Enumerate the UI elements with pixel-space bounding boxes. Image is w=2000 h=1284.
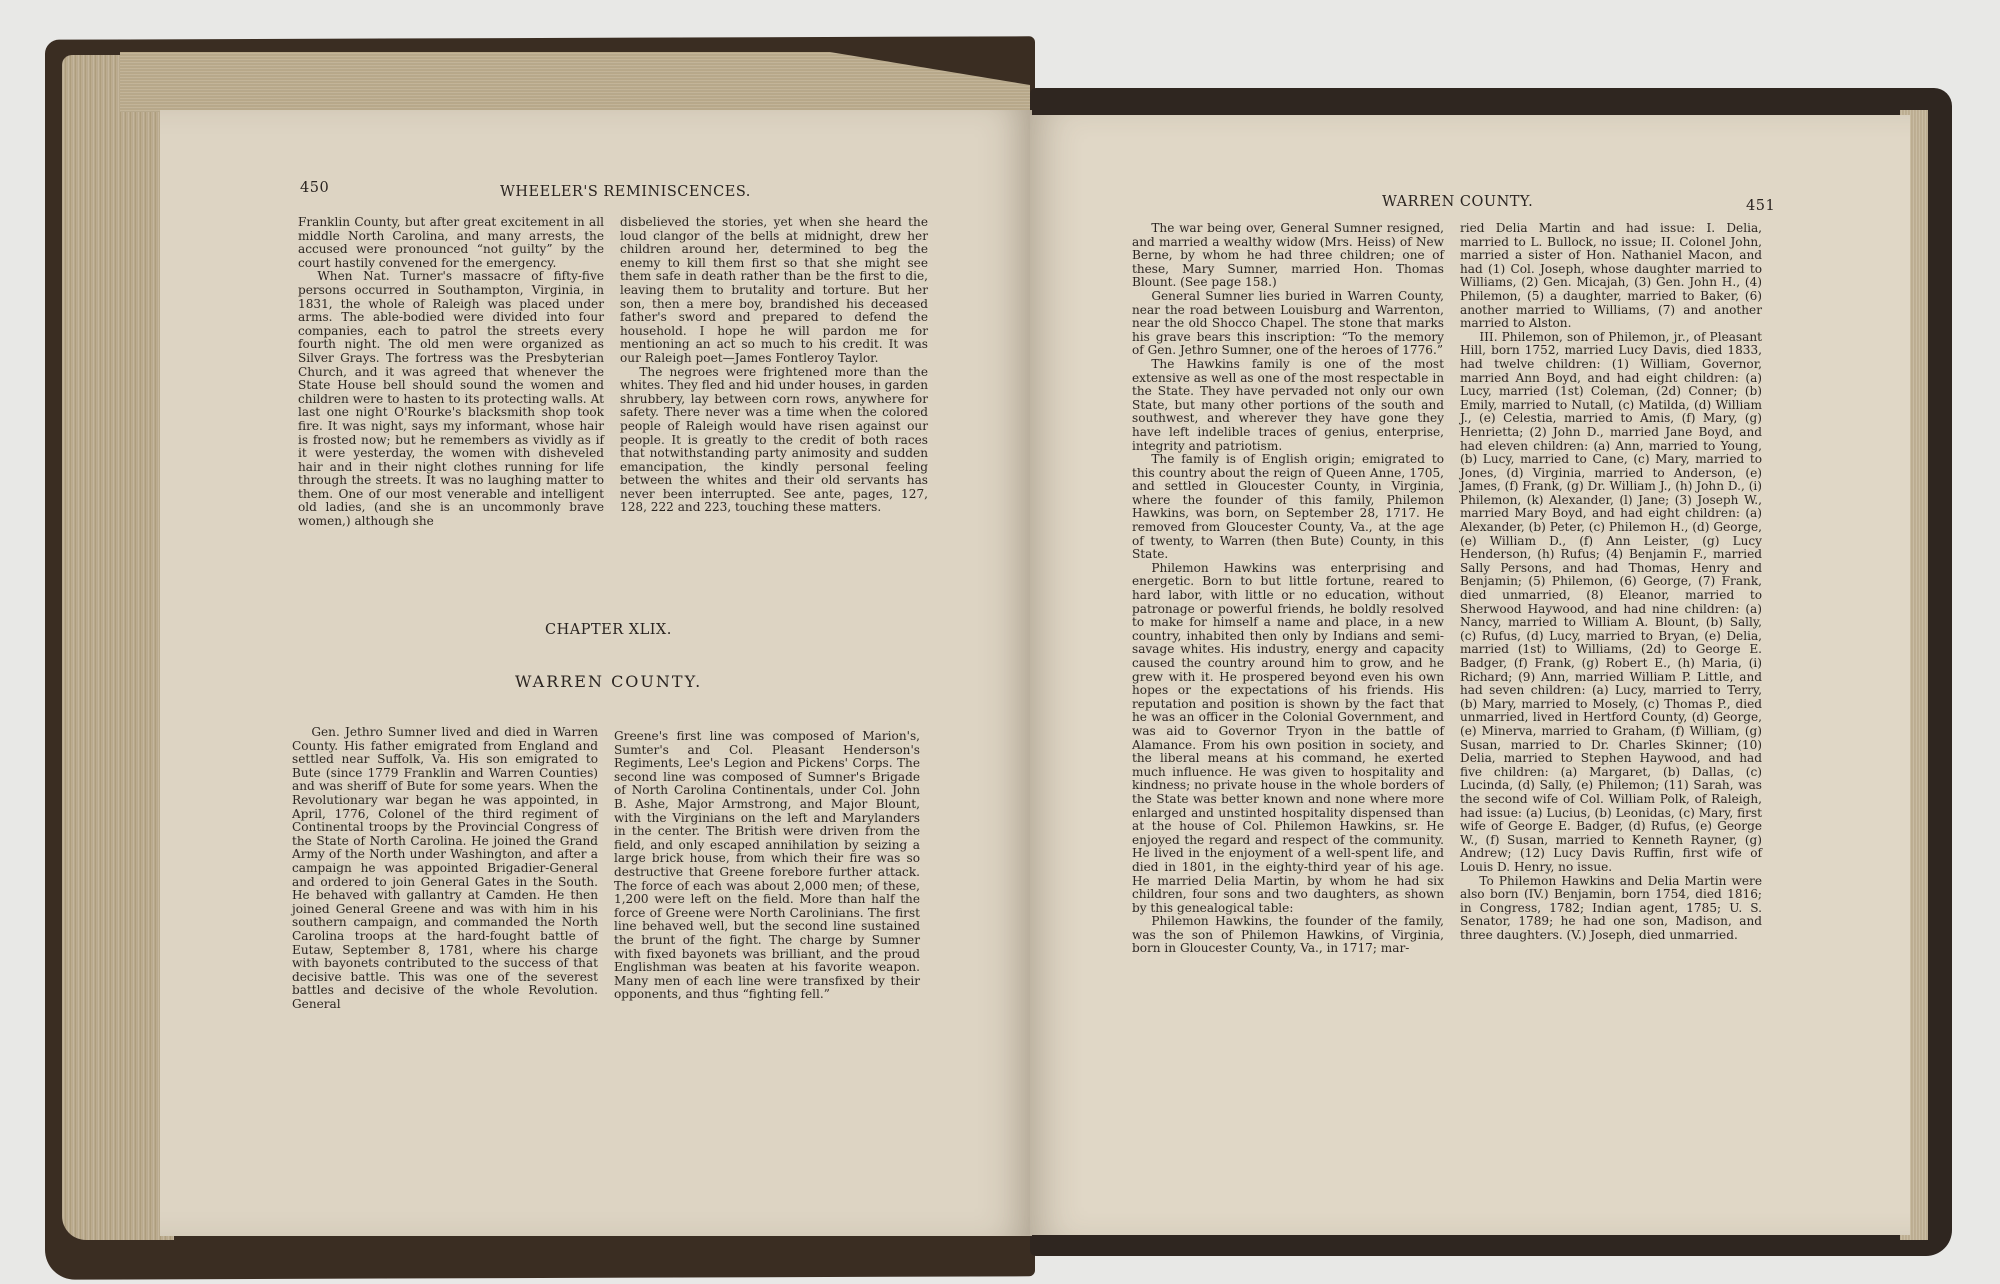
- page-edges-left: [62, 55, 174, 1240]
- paragraph: The Hawkins family is one of the most extensive as well as one of the most respectable in the State. They have pervaded not only our own State, but many other portions of the south and southwest, and wherever they have gone they have left indelible traces of genius, enterprise, integrity and patriotism.: [1132, 356, 1444, 453]
- left-running-head: WHEELER'S REMINISCENCES.: [500, 184, 751, 200]
- paragraph: General Sumner lies buried in Warren County, near the road between Louisburg and Warrenton, near the old Shocco Chapel. The stone that marks his grave bears this inscription: “To the memory of Gen. Jethro Sumner, one of the heroes of 1776.”: [1132, 288, 1444, 358]
- right-column-2: [1460, 222, 1762, 942]
- paragraph: III. Philemon, son of Philemon, jr., of Pleasant Hill, born 1752, married Lucy Davis, died 1833, had twelve children: (1) William, Governor, married Ann Boyd, and had eight children: (a) Lucy, married (1st) Coleman, (2d) Conner; (b) Emily, married to Nutall, (c) Matilda, (d) William J., (e) Celestia, married to Amis, (f) Mary, (g) Henrietta; (2) John D., married Jane Boyd, and had eleven children: (a) Ann, married to Young, (b) Lucy, married to Cane, (c) Mary, married to Jones, (d) Virginia, married to Anderson, (e) James, (f) Frank, (g) Dr. William J., (h) John D., (i) Philemon, (k) Alexander, (l) Jane; (3) Joseph W., married Mary Boyd, and had eight children: (a) Alexander, (b) Peter, (c) Philemon H., (d) George, (e) William D., (f) Ann Leister, (g) Lucy Henderson, (h) Rufus; (4) Benjamin F., married Sally Persons, and had Thomas, Henry and Benjamin; (5) Philemon, (6) George, (7) Frank, died unmarried, (8) Eleanor, married to Sherwood Haywood, and had nine children: (a) Nancy, married to William A. Blount, (b) Sally, (c) Rufus, (d) Lucy, married to Bryan, (e) Delia, married (1st) to Williams, (2d) to George E. Badger, (f) Frank, (g) Robert E., (h) Maria, (i) Richard; (9) Ann, married William P. Little, and had seven children: (a) Lucy, married to Terry, (b) Mary, married to Mosely, (c) Thomas P., died unmarried, lived in Hertford County, (d) George, (e) Minerva, married to Graham, (f) William, (g) Susan, married to Dr. Charles Skinner; (10) Delia, married to Stephen Haywood, and had five children: (a) Margaret, (b) Dallas, (c) Lucinda, (d) Sally, (e) Philemon; (11) Sarah, was the second wife of Col. William Polk, of Raleigh, had issue: (a) Lucius, (b) Leonidas, (c) Mary, first wife of George E. Badger, (d) Rufus, (e) George W., (f) Susan, married to Kenneth Rayner, (g) Andrew; (12) Lucy Davis Ruffin, first wife of Louis D. Henry, no issue.: [1460, 329, 1762, 874]
- paragraph: Philemon Hawkins, the founder of the family, was the son of Philemon Hawkins, of Virginia, born in Gloucester County, Va., in 1717; mar-: [1132, 914, 1444, 956]
- chapter-title: WARREN COUNTY.: [515, 672, 703, 691]
- paragraph: Gen. Jethro Sumner lived and died in Warren County. His father emigrated from England and settled near Suffolk, Va. His son emigrated to Bute (since 1779 Franklin and Warren Counties) and was sheriff of Bute for some years. When the Revolutionary war began he was appointed, in April, 1776, Colonel of the third regiment of Continental troops by the Provincial Congress of the State of North Carolina. He joined the Grand Army of the North under Washington, and after a campaign he was appointed Brigadier-General and ordered to join General Gates in the South. He behaved with gallantry at Camden. He then joined General Greene and was with him in his southern campaign, and commanded the North Carolina troops at the hard-fought battle of Eutaw, September 8, 1781, where his charge with bayonets contributed to the success of that decisive battle. This was one of the severest battles and decisive of the whole Revolution. General: [292, 725, 598, 1011]
- paragraph: The war being over, General Sumner resigned, and married a wealthy widow (Mrs. Heiss) of New Berne, by whom he had three children; one of these, Mary Sumner, married Hon. Thomas Blount. (See page 158.): [1132, 221, 1444, 290]
- right-running-head: WARREN COUNTY.: [1382, 194, 1534, 210]
- chapter-heading: CHAPTER XLIX.: [545, 622, 672, 638]
- paragraph: ried Delia Martin and had issue: I. Delia, married to L. Bullock, no issue; II. Colonel John, married a sister of Hon. Nathaniel Macon, and had (1) Col. Joseph, whose daughter married to Williams, (2) Gen. Micajah, (3) Gen. John H., (4) Philemon, (5) a daughter, married to Baker, (6) another married to Williams, (7) and another married to Alston.: [1460, 221, 1762, 331]
- paragraph: The family is of English origin; emigrated to this country about the reign of Queen Anne, 1705, and settled in Gloucester County, in Virginia, where the founder of this family, Philemon Hawkins, was born, on September 28, 1717. He removed from Gloucester County, Va., at the age of twenty, to Warren (then Bute) County, in this State.: [1132, 452, 1444, 562]
- right-column-1: [1132, 222, 1444, 956]
- paragraph: The negroes were frightened more than the whites. They fled and hid under houses, in garden shrubbery, lay between corn rows, anywhere for safety. There never was a time when the colored people of Raleigh would have risen against our people. It is greatly to the credit of both races that notwithstanding party animosity and sudden emancipation, the kindly personal feeling between the whites and their old servants has never been interrupted. See ante, pages, 127, 128, 222 and 223, touching these matters.: [620, 364, 928, 515]
- left-bottom-column-2: [614, 730, 920, 1002]
- left-top-column-1: [298, 216, 604, 529]
- left-bottom-column-1: [292, 726, 598, 1011]
- paragraph: Franklin County, but after great excitement in all middle North Carolina, and many arrests, the accused were pronounced “not guilty” by the court hastily convened for the emergency.: [298, 215, 604, 270]
- paragraph: To Philemon Hawkins and Delia Martin were also born (IV.) Benjamin, born 1754, died 1816; in Congress, 1782; Indian agent, 1785; U. S. Senator, 1789; he had one son, Madison, and three daughters. (V.) Joseph, died unmarried.: [1460, 873, 1762, 942]
- paragraph: When Nat. Turner's massacre of fifty-five persons occurred in Southampton, Virginia, in 1831, the whole of Raleigh was placed under arms. The able-bodied were divided into four companies, each to patrol the streets every fourth night. The old men were organized as Silver Grays. The fortress was the Presbyterian Church, and it was agreed that whenever the State House bell should sound the women and children were to hasten to its protecting walls. At last one night O'Rourke's blacksmith shop took fire. It was night, says my informant, whose hair is frosted now; but he remembers as vividly as if it were yesterday, the women with disheveled hair and in their night clothes running for life through the streets. It was no laughing matter to them. One of our most venerable and intelligent old ladies, (and she is an uncommonly brave women,) although she: [298, 269, 604, 529]
- left-page-number: 450: [300, 180, 330, 196]
- left-top-column-2: [620, 216, 928, 515]
- right-page-number: 451: [1746, 198, 1776, 214]
- paragraph: disbelieved the stories, yet when she heard the loud clangor of the bells at midnight, drew her children around her, determined to beg the enemy to kill them first so that she might see them safe in death rather than be the first to die, leaving them to brutality and torture. But her son, then a mere boy, brandished his deceased father's sword and prepared to defend the household. I hope he will pardon me for mentioning an act so much to his credit. It was our Raleigh poet—James Fontleroy Taylor.: [620, 215, 928, 365]
- paragraph: Philemon Hawkins was enterprising and energetic. Born to but little fortune, reared to hard labor, with little or no education, without patronage or powerful friends, he boldly resolved to make for himself a name and place, in a new country, inhabited then only by Indians and semi-savage whites. His industry, energy and capacity caused the country around him to grow, and he grew with it. He prospered beyond even his own hopes or the expectations of his friends. His reputation and position is shown by the fact that he was an officer in the Colonial Government, and was aid to Governor Tryon in the battle of Alamance. From his own position in society, and the liberal means at his command, he exerted much influence. He was given to hospitality and kindness; no private house in the whole borders of the State was better known and none where more enlarged and unstinted hospitality dispensed than at the house of Col. Philemon Hawkins, sr. He enjoyed the regard and respect of the community. He lived in the enjoyment of a well-spent life, and died in 1801, in the eighty-third year of his age. He married Delia Martin, by whom he had six children, four sons and two daughters, as shown by this genealogical table:: [1132, 560, 1444, 915]
- paragraph: Greene's first line was composed of Marion's, Sumter's and Col. Pleasant Henderson's Regiments, Lee's Legion and Pickens' Corps. The second line was composed of Sumner's Brigade of North Carolina Continentals, under Col. John B. Ashe, Major Armstrong, and Major Blount, with the Virginians on the left and Marylanders in the center. The British were driven from the field, and only escaped annihilation by seizing a large brick house, from which their fire was so destructive that Greene forebore further attack. The force of each was about 2,000 men; of these, 1,200 were left on the field. More than half the force of Greene were North Carolinians. The first line behaved well, but the second line sustained the brunt of the fight. The charge by Sumner with fixed bayonets was brilliant, and the proud Englishman was beaten at his favorite weapon. Many men of each line were transfixed by their opponents, and thus “fighting fell.”: [614, 729, 920, 1002]
